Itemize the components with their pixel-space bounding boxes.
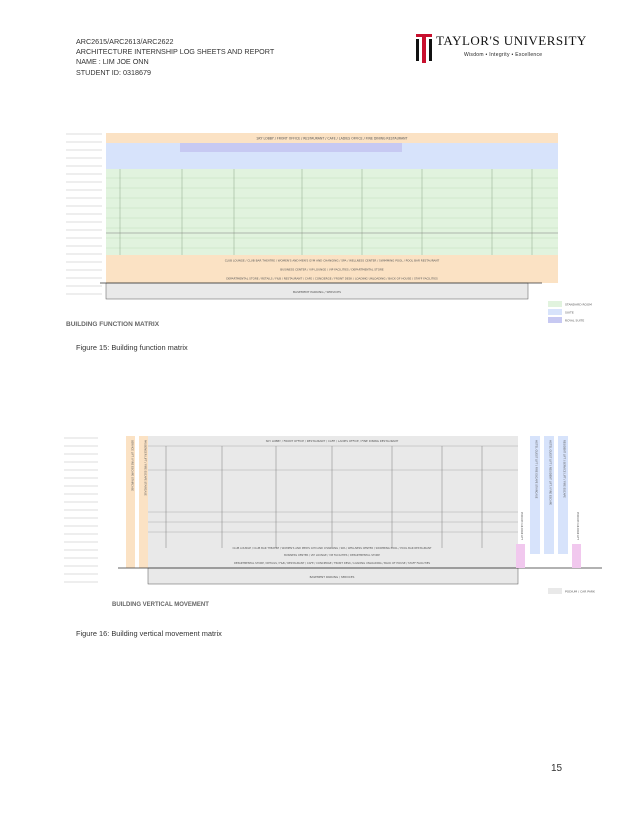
vertical-movement-diagram <box>62 432 602 612</box>
band-standard <box>106 169 558 255</box>
legend-suite: SUITE <box>565 310 574 315</box>
building-vertical-movement-matrix <box>62 432 602 612</box>
col-blue-3-label: RESIDENT LIFT / SERVICE LIFT / FIRE ESCAPE <box>562 440 566 498</box>
main-area <box>148 436 518 548</box>
level-ticks <box>66 134 102 294</box>
course-codes: ARC2615/ARC2613/ARC2622 <box>76 37 174 46</box>
col-pink-2-label: PODIUM CAR PARK LIFT <box>576 512 579 540</box>
logo-name: TAYLOR'S UNIVERSITY <box>436 33 587 48</box>
band-mid-label-2: CLUB LOUNGE / CLUB BAR THEATRE / WOMEN'S AND MEN'S GYM AND CHANGING / SPA / WELLNESS CENTER / SWIMMING POOL / POOL BAR RESTAURANT <box>232 547 432 550</box>
logo-tagline: Wisdom • Integrity • Excellence <box>464 52 543 58</box>
band-top-label-2: SKY LOBBY / FRONT OFFICE / RESTAURANT / CAFE / LADIES OFFICE / FINE DINING RESTAURANT <box>265 439 399 443</box>
report-title: ARCHITECTURE INTERNSHIP LOG SHEETS AND REPORT <box>76 47 275 57</box>
band-mid2-label: BUSINESS CENTER / VIP LOUNGE / VIP FACILITIES / DEPARTMENTAL STORE <box>280 267 384 272</box>
band-top-label: SKY LOBBY / FRONT OFFICE / RESTAURANT / CAFE / LADIES OFFICE / FINE DINING RESTAURANT <box>256 136 408 141</box>
university-logo <box>414 32 587 68</box>
document-header <box>76 37 274 78</box>
university-crest-icon <box>414 32 434 66</box>
level-ticks-2 <box>64 438 98 582</box>
col-pink-1-label: PODIUM CAR PARK LIFT <box>520 512 523 540</box>
legend-standard: STANDARD ROOM <box>565 302 592 307</box>
legend-royal-suite: ROYAL SUITE <box>565 318 585 323</box>
figure2-title: BUILDING VERTICAL MOVEMENT <box>112 602 209 608</box>
band-low-label-2: DEPARTMENTAL STORE / RETAILS / F&B / RESTAURANT / CAFE / CONCIERGE / FRONT DESK / LOADING UNLOADING / BACK OF HOUSE / STAFF FACILITIES <box>233 562 431 565</box>
col-pink-1 <box>516 544 525 568</box>
figure1-title: BUILDING FUNCTION MATRIX <box>66 321 160 328</box>
col-pink-2 <box>572 544 581 568</box>
legend-podium: PODIUM / CAR PARK <box>565 589 595 594</box>
building-function-matrix <box>62 128 602 333</box>
band-mid2-label-2: BUSINESS CENTER / VIP LOUNGE / VIP FACILITIES / DEPARTMENTAL STORE <box>284 554 380 557</box>
student-id: STUDENT ID: 0318679 <box>76 67 151 77</box>
band-royal-suite <box>180 143 402 152</box>
function-matrix-diagram <box>62 128 602 333</box>
figure16-caption: Figure 16: Building vertical movement matrix <box>76 629 222 638</box>
col-blue-1-label: HOTEL GUEST LIFT / FIRE ESCAPE STAIRCASE <box>534 440 538 499</box>
student-name: NAME : LIM JOE ONN <box>76 57 149 67</box>
band-low-label: DEPARTMENTAL STORE / RETAILS / F&B / RESTAURANT / CAFE / CONCIERGE / FRONT DESK / LOADING UNLOADING / BACK OF HOUSE / STAFF FACILITIES <box>226 276 438 281</box>
col-orange-2-label: PASSENGER LIFT / FIRE ESCAPE STAIRCASE <box>143 440 147 496</box>
legend <box>548 301 592 323</box>
band-basement-label-2: BASEMENT PARKING / SERVICES <box>309 575 355 579</box>
col-orange-1-label: SERVICE LIFT / FIRE ESCAPE STAIRCASE <box>130 440 134 492</box>
figure15-caption: Figure 15: Building function matrix <box>76 343 188 352</box>
band-mid-label: CLUB LOUNGE / CLUB BAR THEATRE / WOMEN'S AND MEN'S GYM AND CHANGING / SPA / WELLNESS CENTER / SWIMMING POOL / POOL BAR RESTAURANT <box>224 258 440 263</box>
band-basement-label: BASEMENT PARKING / SERVICES <box>292 290 342 294</box>
page-number: 15 <box>551 763 563 774</box>
col-blue-2-label: HOTEL GUEST LIFT / RESIDENT LIFT / FIRE ESCAPE <box>548 440 552 506</box>
